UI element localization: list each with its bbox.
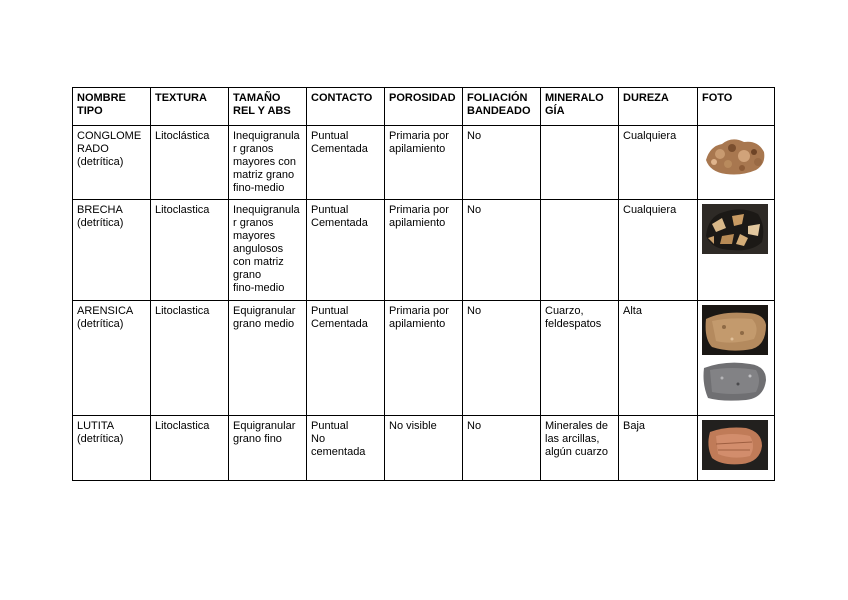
header-contacto: CONTACTO: [307, 88, 385, 126]
cell-porosidad: Primaria por apilamiento: [385, 301, 463, 416]
cell-tamano: Inequigranula r granos mayores angulosos con matriz grano fino-medio: [229, 200, 307, 301]
cell-foto: [698, 126, 775, 200]
cell-dureza: Cualquiera: [619, 200, 698, 301]
cell-textura: Litoclástica: [151, 126, 229, 200]
cell-foliacion: No: [463, 301, 541, 416]
cell-foto: [698, 301, 775, 416]
header-mineralogia: MINERALO GÍA: [541, 88, 619, 126]
table-header-row: [73, 88, 775, 126]
table-row: [73, 126, 775, 200]
cell-porosidad: Primaria por apilamiento: [385, 126, 463, 200]
cell-tamano: Equigranular grano fino: [229, 416, 307, 481]
table-row: [73, 200, 775, 301]
breccia-rock-photo: [702, 204, 768, 254]
cell-dureza: Baja: [619, 416, 698, 481]
cell-contacto: Puntual Cementada: [307, 126, 385, 200]
header-tamano: TAMAÑO REL Y ABS: [229, 88, 307, 126]
cell-porosidad: Primaria por apilamiento: [385, 200, 463, 301]
sandstone-rock-photo: [702, 305, 768, 355]
cell-textura: Litoclastica: [151, 301, 229, 416]
cell-mineralogia: Minerales de las arcillas, algún cuarzo: [541, 416, 619, 481]
cell-foto: [698, 200, 775, 301]
conglomerate-rock-photo: [702, 130, 768, 178]
cell-mineralogia: Cuarzo, feldespatos: [541, 301, 619, 416]
cell-textura: Litoclastica: [151, 200, 229, 301]
cell-foto: [698, 416, 775, 481]
cell-dureza: Cualquiera: [619, 126, 698, 200]
cell-contacto: Puntual Cementada: [307, 301, 385, 416]
cell-tamano: Equigranular grano medio: [229, 301, 307, 416]
cell-textura: Litoclastica: [151, 416, 229, 481]
cell-nombre: ARENSICA (detrítica): [73, 301, 151, 416]
header-foliacion: FOLIACIÓN BANDEADO: [463, 88, 541, 126]
header-dureza: DUREZA: [619, 88, 698, 126]
cell-foliacion: No: [463, 126, 541, 200]
shale-rock-photo: [702, 420, 768, 470]
cell-foliacion: No: [463, 200, 541, 301]
cell-tamano: Inequigranula r granos mayores con matriz grano fino-medio: [229, 126, 307, 200]
cell-mineralogia: [541, 200, 619, 301]
table-row: [73, 416, 775, 481]
cell-dureza: Alta: [619, 301, 698, 416]
gray-sandstone-rock-photo: [702, 358, 768, 404]
cell-contacto: Puntual Cementada: [307, 200, 385, 301]
cell-mineralogia: [541, 126, 619, 200]
rock-classification-table: [72, 87, 775, 481]
cell-nombre: CONGLOME RADO (detrítica): [73, 126, 151, 200]
header-textura: TEXTURA: [151, 88, 229, 126]
cell-porosidad: No visible: [385, 416, 463, 481]
cell-contacto: Puntual No cementada: [307, 416, 385, 481]
cell-foliacion: No: [463, 416, 541, 481]
table-row: [73, 301, 775, 416]
cell-nombre: LUTITA (detrítica): [73, 416, 151, 481]
header-porosidad: POROSIDAD: [385, 88, 463, 126]
header-nombre-tipo: NOMBRE TIPO: [73, 88, 151, 126]
cell-nombre: BRECHA (detrítica): [73, 200, 151, 301]
header-foto: FOTO: [698, 88, 775, 126]
